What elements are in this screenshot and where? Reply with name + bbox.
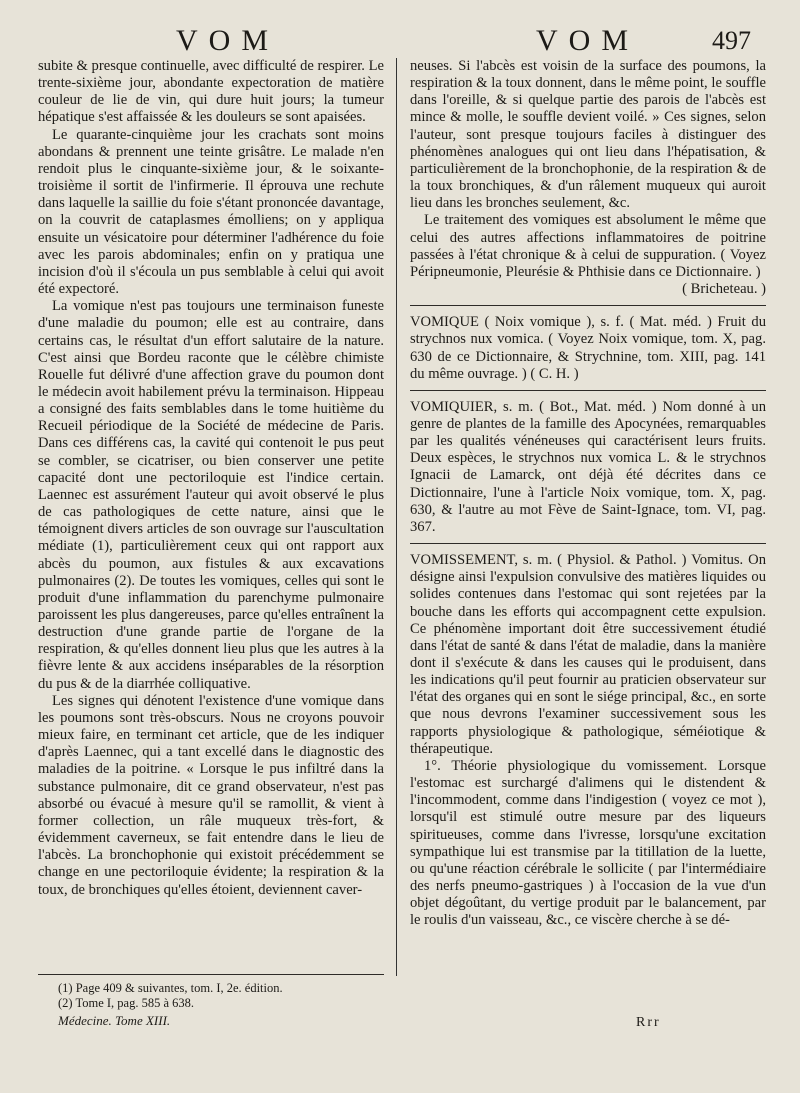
author-signature: ( Bricheteau. ) <box>682 281 766 298</box>
page-number: 497 <box>712 26 751 55</box>
entry-vomique: VOMIQUE ( Noix vomique ), s. f. ( Mat. méd. ) Fruit du strychnos nux vomica. ( Voyez Noix vomique, tom. X, pag. 630 de ce Dictionnaire, & Strychnine, tom. XIII, pag. 141 du même ouvrage. ) ( C. H. ) <box>410 314 766 382</box>
paragraph: Les signes qui dénotent l'existence d'une vomique dans les poumons sont très-obscurs. Nous ne croyons pouvoir mieux faire, en terminant cet article, que de les indiquer d'après Laennec, qui a tant excellé dans le diagnostic des maladies de la poitrine. « Lorsque le pus infiltré dans la substance pulmonaire, dit ce grand observateur, n'est pas absorbé ou évacué à mesure qu'il se ramollit, & vient à former collection, un râle muqueux très-fort, & évidemment caverneux, se fait entendre dans le lieu de l'abcès. La bronchophonie qui existoit précédemment se change en une pectoriloquie évidente; la respiration & la toux, de bronchiques qu'elles étoient, deviennent caver- <box>38 692 384 898</box>
entry-separator <box>410 390 766 391</box>
signature-mark: Rrr <box>636 1015 661 1030</box>
paragraph: La vomique n'est pas toujours une terminaison funeste d'une maladie du poumon; elle est au contraire, dans certains cas, le résultat d'un effort salutaire de la nature. C'est ainsi que Bordeu raconte que le célèbre chimiste Rouelle fut délivré d'une affection grave du poumon dont le médecin avoit habilement prévu la terminaison. Hippeau a consigné des faits semblables dans le tome huitième du Recueil périodique de la Société de médecine de Paris. Dans ces différens cas, la cavité qui contenoit le pus peut se combler, se cicatriser, ou bien conserver une petite capacité dont une pectoriloquie est l'indice certain. Laennec est assurément l'auteur qui avoit observé le plus de cas pathologiques de cette nature, ainsi que le témoignent divers articles de son ouvrage sur l'auscultation médiate (1), particulièrement ceux qui ont rapport aux abcès du poumon, aux fistules & aux excavations pulmonaires (2). De toutes les vomiques, celles qui sont le produit d'une inflammation du parenchyme pulmonaire paroissent les plus dangereuses, parce qu'elles entraînent la destruction d'une grande partie de l'organe de la respiration, & qu'elles donnent lieu plus que les autres à la fièvre lente & aux accidens inséparables de la résorption du pus & de la diarrhée colliquative. <box>38 298 384 692</box>
footnote-rule <box>38 974 384 975</box>
running-head-left: VOM <box>176 24 280 57</box>
entry-separator <box>410 305 766 306</box>
footnotes <box>58 981 384 1011</box>
running-head-right: VOM <box>536 24 640 57</box>
footnote: (2) Tome I, pag. 585 à 638. <box>58 996 195 1010</box>
left-column <box>38 58 384 899</box>
footnote: (1) Page 409 & suivantes, tom. I, 2e. édition. <box>58 981 283 995</box>
volume-line: Médecine. Tome XIII. <box>58 1013 171 1028</box>
entry-separator <box>410 543 766 544</box>
paragraph: neuses. Si l'abcès est voisin de la surface des poumons, la respiration & la toux donnent, dans le même point, le souffle dans l'oreille, & si quelque partie des parois de l'abcès est mince & molle, le souffle devient voilé. » Ces signes, selon l'auteur, sont presque toujours faciles à distinguer des phénomènes analogues qui ont lieu dans l'hépatisation, & particulièrement de la bronchophonie, de la respiration & de la toux bronchiques, & d'un râlement muqueux qui auroit lieu dans les bronches seulement, &c. <box>410 58 766 212</box>
entry-vomiquier: VOMIQUIER, s. m. ( Bot., Mat. méd. ) Nom donné à un genre de plantes de la famille des Apocynées, remarquables par les qualités vénéneuses qui caractérisent leurs fruits. Deux espèces, le strychnos nux vomica L. & le strychnos Ignacii de Lamarck, ont déjà été décrites dans ce Dictionnaire, l'une à l'article Noix vomique, tom. X, pag. 630, & l'autre au mot Fève de Saint-Ignace, tom. VI, pag. 367. <box>410 398 766 535</box>
paragraph: subite & presque continuelle, avec difficulté de respirer. Le trente-sixième jour, abondante expectoration de matière couleur de lie de vin, qui dure huit jours; la tumeur hépatique s'est affaissée & les douleurs se sont apaisées. <box>38 58 384 126</box>
right-column <box>410 58 766 930</box>
paragraph: 1°. Théorie physiologique du vomissement. Lorsque l'estomac est surchargé d'alimens qui le distendent & l'incommodent, comme dans l'indigestion ( voyez ce mot ), lorsqu'il est stimulé outre mesure par des liqueurs spiritueuses, comme dans l'ivresse, lorsqu'une excitation sympathique lui est transmise par la titillation de la luette, ou qu'une réaction cérébrale le sollicite ( par l'intermédiaire des nerfs pneumo-gastriques ) à l'occasion de la vue d'un objet dégoûtant, du vertige produit par le balancement, par le roulis d'un vaisseau, &c., ce viscère cherche à se dé- <box>410 757 766 929</box>
paragraph: Le traitement des vomiques est absolument le même que celui des autres affections inflammatoires de poitrine passées à l'état chronique & à celui de suppuration. ( Voyez Péripneumonie, Pleurésie & Phthisie dans ce Dictionnaire. ) <box>410 212 766 280</box>
column-divider <box>396 58 397 976</box>
paragraph: Le quarante-cinquième jour les crachats sont moins abondans & prennent une teinte grisâtre. Le malade n'en rendoit plus le cinquante-sixième jour, & le soixante-troisième il sortit de l'infirmerie. Il éprouva une rechute dans laquelle la saillie du foie s'étant prononcée davantage, on la couvrit de cataplasmes émolliens; on y appliqua ensuite un vésicatoire pour déterminer l'adhérence du foie avec les parois abdominales; enfin on y pratiqua une incision d'où il s'écoula un pus semblable à celui qui avoit été expectoré. <box>38 126 384 298</box>
entry-vomissement: VOMISSEMENT, s. m. ( Physiol. & Pathol. ) Vomitus. On désigne ainsi l'expulsion convulsive des matières liquides ou solides contenues dans l'estomac qui sont rejetées par la bouche dans les efforts qui accompagnent cette expulsion. Ce phénomène important doit être successivement étudié dans l'état de santé & dans l'état de maladie, dans la manière dont il s'exécute & dans les causes qui le produisent, dans les indications qu'il peut fournir au praticien observateur sur l'état des organes qui en sont le siége principal, &c., en sorte que nous devrons l'examiner successivement sous les rapports physiologique & pathologique, séméiotique & thérapeutique. <box>410 552 766 757</box>
